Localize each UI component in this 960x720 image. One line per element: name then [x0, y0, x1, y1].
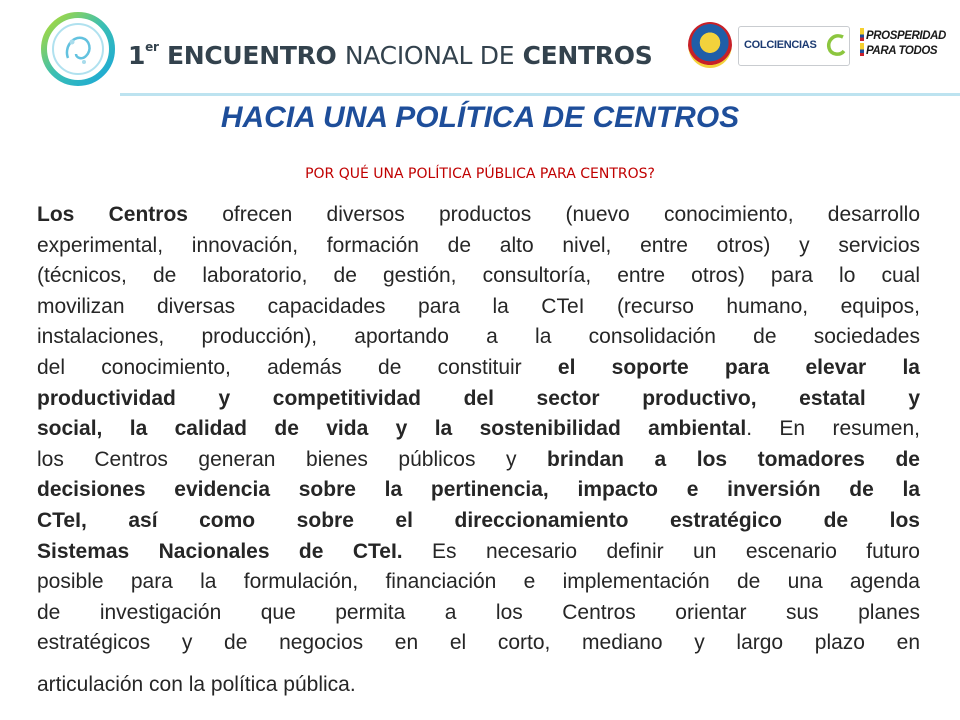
prosperidad-line2: PARA TODOS — [866, 45, 938, 57]
bold-text: productividad y competitividad del sector productivo, estatal y — [37, 386, 920, 410]
paragraph-line — [37, 506, 920, 537]
paragraph-line — [37, 567, 920, 598]
paragraph-line — [37, 353, 920, 384]
text-run: instalaciones, producción), aportando a la consolidación de sociedades — [37, 325, 920, 349]
bold-text: el soporte para elevar la — [557, 355, 920, 379]
paragraph-line — [37, 537, 920, 568]
paragraph-line — [37, 445, 920, 476]
event-ordinal: er — [145, 40, 159, 54]
header — [0, 0, 960, 96]
header-divider — [120, 93, 960, 96]
paragraph-line — [37, 414, 920, 445]
text-run: los Centros generan bienes públicos y — [37, 447, 548, 471]
bold-text: decisiones evidencia sobre la pertinencia, impacto e inversión de la — [37, 478, 920, 502]
shield-icon — [688, 22, 732, 68]
paragraph-line — [37, 322, 920, 353]
bold-text: brindan a los tomadores de — [547, 447, 920, 471]
paragraph-line — [37, 628, 920, 659]
event-word: ENCUENTRO — [166, 41, 337, 70]
flag-icon — [860, 28, 864, 41]
text-run: Es necesario definir un escenario futuro — [402, 539, 920, 563]
paragraph-line — [37, 670, 920, 701]
paragraph-line — [37, 292, 920, 323]
colciencias-label: COLCIENCIAS — [744, 39, 817, 51]
bold-text: CTeI, así como sobre el direccionamiento estratégico de los — [37, 508, 920, 532]
event-logo-icon — [38, 8, 118, 90]
text-run: experimental, innovación, formación de alto nivel, entre otros) y servicios — [37, 233, 920, 257]
prosperidad-logo — [860, 28, 956, 58]
paragraph-line — [37, 475, 920, 506]
paragraph-line — [37, 384, 920, 415]
text-run: movilizan diversas capacidades para la CTeI (recurso humano, equipos, — [37, 294, 920, 318]
event-number: 1 — [128, 41, 146, 70]
prosperidad-line1: PROSPERIDAD — [866, 30, 946, 42]
paragraph-line — [37, 261, 920, 292]
flag-icon — [860, 43, 864, 56]
text-run: ofrecen diversos productos (nuevo conocimiento, desarrollo — [187, 203, 921, 226]
partner-logos — [688, 20, 958, 72]
colciencias-logo — [738, 26, 850, 66]
colciencias-mark-icon — [825, 32, 847, 58]
paragraph-line — [37, 200, 920, 231]
paragraph-line — [37, 598, 920, 629]
paragraph-line — [37, 231, 920, 262]
event-last: CENTROS — [522, 41, 653, 70]
slide-title: HACIA UNA POLÍTICA DE CENTROS — [220, 101, 740, 134]
body-paragraph — [37, 200, 920, 701]
bold-text: social, la calidad de vida y la sostenibilidad ambiental — [37, 417, 747, 441]
text-run: de investigación que permita a los Centros orientar sus planes — [37, 600, 920, 624]
slide-subtitle: POR QUÉ UNA POLÍTICA PÚBLICA PARA CENTROS? — [305, 166, 655, 182]
text-run: articulación con la política pública. — [37, 672, 356, 696]
text-run: estratégicos y de negocios en el corto, mediano y largo plazo en — [37, 631, 920, 655]
text-run: (técnicos, de laboratorio, de gestión, consultoría, entre otros) para lo cual — [37, 264, 920, 288]
text-run: posible para la formulación, financiación e implementación de una agenda — [37, 570, 920, 594]
text-run: . En resumen, — [746, 417, 920, 441]
event-title — [128, 30, 652, 73]
text-run: del conocimiento, además de constituir — [37, 355, 558, 379]
event-middle: NACIONAL DE — [344, 41, 515, 70]
bold-text: Los Centros — [37, 203, 188, 226]
bold-text: Sistemas Nacionales de CTeI. — [37, 539, 403, 563]
